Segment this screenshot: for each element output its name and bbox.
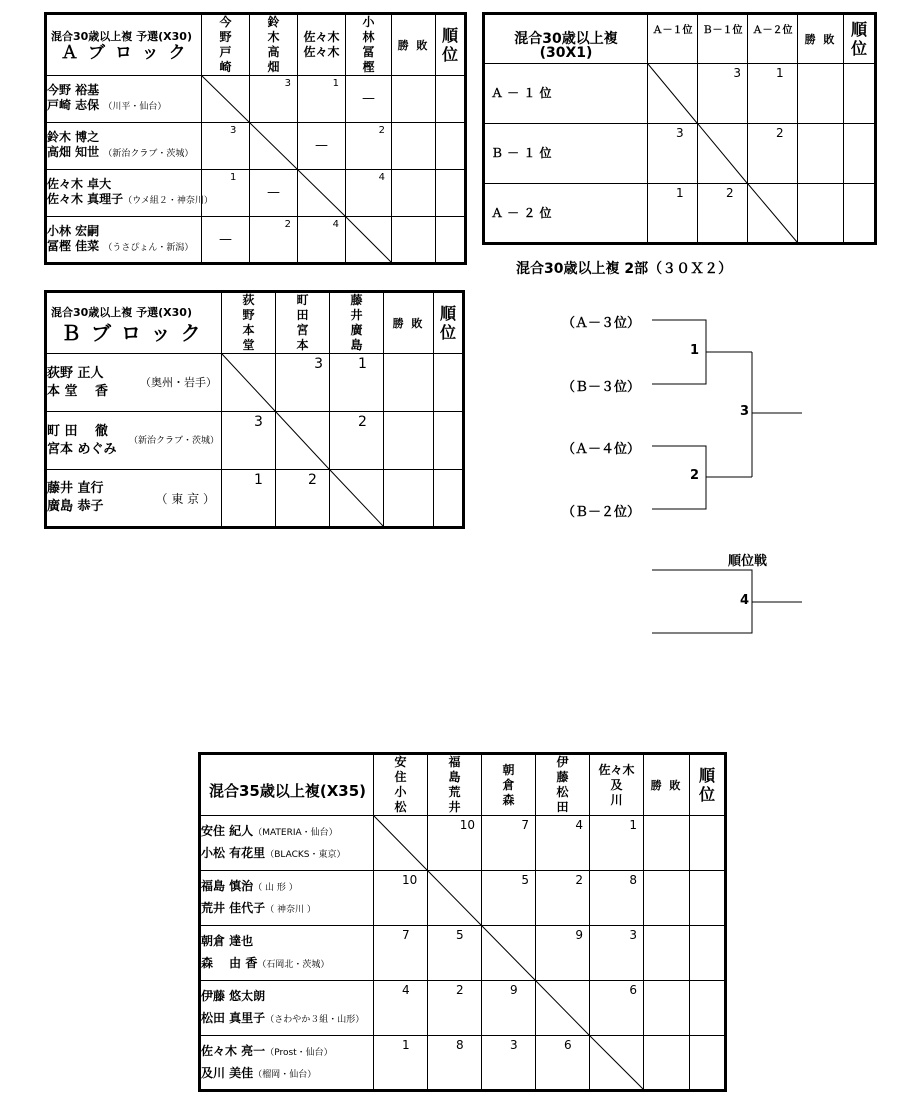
final30-col-header: Ａ－２位 [748,14,798,64]
block-b-subtitle: Ｂブロック [61,321,211,345]
score-cell: — [346,76,392,123]
opponent-header: 小 林 冨 樫 [346,14,392,76]
player-pair: 伊藤 悠太朗 松田 真里子（さわやか３組・山形） [200,981,374,1036]
player-pair: 藤井 直行 廣島 恭子 （ 東 京 ） [46,470,222,528]
final30-table [482,12,877,245]
score-cell: 2 [330,412,384,470]
opponent-header: 荻 野 本 堂 [222,292,276,354]
bracket-entry: （Ａ－４位） [562,442,641,457]
bracket2-lines [640,300,820,640]
diagonal-cell [330,470,384,528]
score-cell: 2 [698,184,748,244]
player-pair: 町 田 徹 宮本 めぐみ （新治クラブ・茨城） [46,412,222,470]
table-row [46,412,464,470]
diagonal-cell [648,64,698,124]
diagonal-cell [298,170,346,217]
score-cell: 8 [428,1036,482,1091]
score-cell: 1 [222,470,276,528]
table-row [46,217,466,264]
block-b-header [46,292,222,354]
block-b-table [44,290,465,529]
rank-cell [690,981,726,1036]
win-loss-cell [644,926,690,981]
diagonal-cell [428,871,482,926]
final30-header [484,14,648,64]
block-a-header [46,14,202,76]
score-cell: 3 [482,1036,536,1091]
player-pair: 荻野 正人 本 堂 香 （奥州・岩手） [46,354,222,412]
diagonal-cell [698,124,748,184]
opponent-header: 佐々木 佐々木 [298,14,346,76]
score-cell: 6 [590,981,644,1036]
win-loss-header: 勝 敗 [798,14,844,64]
score-cell: 1 [748,64,798,124]
win-loss-cell [392,76,436,123]
player-pair: 朝倉 達也 森 由 香（石岡北・茨城） [200,926,374,981]
score-cell: 9 [482,981,536,1036]
match-number: 3 [740,404,750,419]
table-row [46,354,464,412]
table-row [484,184,876,244]
win-loss-cell [384,412,434,470]
rank-cell [436,217,466,264]
score-cell: 1 [590,816,644,871]
diagonal-cell [482,926,536,981]
table-row [46,170,466,217]
x35-header [200,754,374,816]
player-pair: 小林 宏嗣 冨樫 佳菜 （うさぴょん・新潟） [46,217,202,264]
block-a-subtitle: Ａブロック [61,43,196,63]
score-cell: 6 [536,1036,590,1091]
opponent-header: 藤 井 廣 島 [330,292,384,354]
table-row [200,871,726,926]
player-pair: 鈴木 博之 高畑 知世 （新治クラブ・茨城） [46,123,202,170]
win-loss-cell [798,124,844,184]
score-cell: — [298,123,346,170]
score-cell: 8 [590,871,644,926]
win-loss-cell [392,217,436,264]
rank-cell [436,123,466,170]
diagonal-cell [748,184,798,244]
win-loss-header: 勝 敗 [392,14,436,76]
win-loss-cell [644,981,690,1036]
table-row [484,64,876,124]
score-cell: 3 [276,354,330,412]
bracket-entry: （Ａ－３位） [562,316,641,331]
opponent-header: 鈴 木 高 畑 [250,14,298,76]
table-row [200,981,726,1036]
playoff-title: 順位戦 [728,554,768,569]
rank-header: 順 位 [690,754,726,816]
diagonal-cell [202,76,250,123]
block-a-title: 混合30歳以上複 予選(X30) [51,30,192,43]
score-cell: 5 [428,926,482,981]
rank-cell [434,412,464,470]
bracket2-title: 混合30歳以上複 2部（３０Ｘ２） [516,261,733,277]
player-pair: 佐々木 卓大 佐々木 真理子（ウメ組２・神奈川） [46,170,202,217]
rank-header: 順 位 [844,14,876,64]
rank-header: 順 位 [434,292,464,354]
final30-title: 混合30歳以上複(30X1) [514,31,618,61]
win-loss-cell [392,123,436,170]
score-cell: 5 [482,871,536,926]
diagonal-cell [250,123,298,170]
rank-header: 順 位 [436,14,466,76]
match-number: 2 [690,468,700,483]
rank-cell [690,871,726,926]
win-loss-header: 勝 敗 [644,754,690,816]
diagonal-cell [374,816,428,871]
final30-row-label: Ａ － １ 位 [484,64,648,124]
player-pair: 福島 慎治（ 山 形 ） 荒井 佳代子（ 神奈川 ） [200,871,374,926]
win-loss-header: 勝 敗 [384,292,434,354]
diagonal-cell [590,1036,644,1091]
table-row [200,926,726,981]
final30-row-label: Ａ － ２ 位 [484,184,648,244]
rank-cell [844,64,876,124]
win-loss-cell [644,1036,690,1091]
score-cell: 1 [374,1036,428,1091]
score-cell: 4 [374,981,428,1036]
x35-title: 混合35歳以上複(X35) [209,782,367,800]
score-cell: 1 [202,170,250,217]
opponent-header: 今 野 戸 崎 [202,14,250,76]
score-cell: 2 [276,470,330,528]
table-row [484,124,876,184]
diagonal-cell [276,412,330,470]
player-pair: 今野 裕基 戸崎 志保 （川平・仙台） [46,76,202,123]
win-loss-cell [798,64,844,124]
score-cell: 4 [298,217,346,264]
score-cell: 7 [482,816,536,871]
score-cell: — [202,217,250,264]
bracket-entry: （Ｂ－３位） [562,380,641,395]
diagonal-cell [346,217,392,264]
win-loss-cell [392,170,436,217]
match-number: 1 [690,343,700,358]
score-cell: 4 [536,816,590,871]
table-row [46,76,466,123]
win-loss-cell [644,871,690,926]
player-pair: 安住 紀人（MATERIA・仙台） 小松 有花里（BLACKS・東京） [200,816,374,871]
opponent-header: 伊 藤 松 田 [536,754,590,816]
rank-cell [844,124,876,184]
score-cell: 1 [330,354,384,412]
player-pair: 佐々木 亮一（Prost・仙台） 及川 美佳（榴岡・仙台） [200,1036,374,1091]
opponent-header: 町 田 宮 本 [276,292,330,354]
score-cell: 2 [748,124,798,184]
rank-cell [844,184,876,244]
score-cell: 2 [346,123,392,170]
score-cell: 7 [374,926,428,981]
final30-row-label: Ｂ － １ 位 [484,124,648,184]
rank-cell [434,470,464,528]
final30-col-header: Ｂ－１位 [698,14,748,64]
opponent-header: 福 島 荒 井 [428,754,482,816]
score-cell: — [250,170,298,217]
score-cell: 1 [648,184,698,244]
table-row [46,470,464,528]
score-cell: 3 [648,124,698,184]
table-row [200,1036,726,1091]
x35-table [198,752,727,1092]
rank-cell [434,354,464,412]
final30-col-header: Ａ－１位 [648,14,698,64]
win-loss-cell [644,816,690,871]
rank-cell [690,926,726,981]
rank-cell [436,76,466,123]
opponent-header: 朝 倉 森 [482,754,536,816]
score-cell: 3 [250,76,298,123]
score-cell: 2 [536,871,590,926]
score-cell: 2 [250,217,298,264]
bracket-entry: （Ｂ－２位） [562,505,641,520]
diagonal-cell [536,981,590,1036]
win-loss-cell [384,354,434,412]
table-row [200,816,726,871]
score-cell: 3 [202,123,250,170]
win-loss-cell [384,470,434,528]
table-row [46,123,466,170]
score-cell: 9 [536,926,590,981]
rank-cell [690,1036,726,1091]
score-cell: 2 [428,981,482,1036]
score-cell: 1 [298,76,346,123]
score-cell: 3 [222,412,276,470]
score-cell: 10 [374,871,428,926]
score-cell: 4 [346,170,392,217]
score-cell: 10 [428,816,482,871]
opponent-header: 安 住 小 松 [374,754,428,816]
block-a-table [44,12,467,265]
opponent-header: 佐々木 及 川 [590,754,644,816]
score-cell: 3 [698,64,748,124]
rank-cell [436,170,466,217]
win-loss-cell [798,184,844,244]
rank-cell [690,816,726,871]
diagonal-cell [222,354,276,412]
match-number: 4 [740,593,750,608]
score-cell: 3 [590,926,644,981]
block-b-title: 混合30歳以上複 予選(X30) [51,306,192,319]
